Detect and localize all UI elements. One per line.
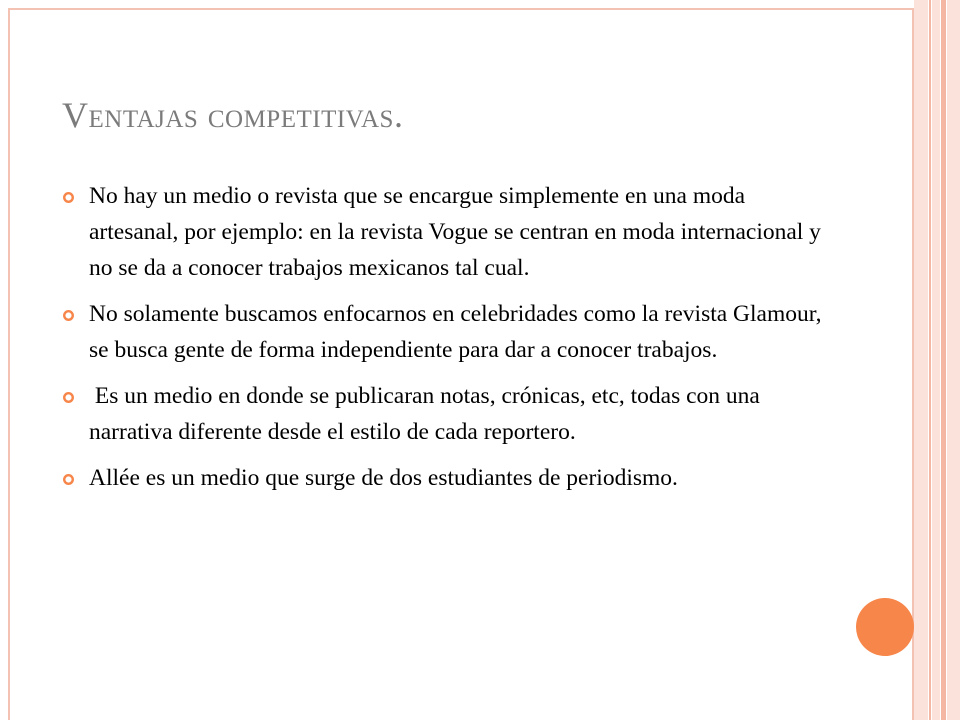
bullet-list: [62, 178, 822, 506]
bullet-text: No solamente buscamos enfocarnos en celebridades como la revista Glamour, se busca gente de forma independiente para dar a conocer trabajos.: [89, 301, 822, 363]
decorative-stripe: [941, 0, 946, 720]
bullet-text: No hay un medio o revista que se encargue simplemente en una moda artesanal, por ejemplo: en la revista Vogue se centran en moda internacional y no se da a conocer trabajos mexicanos tal cual.: [89, 183, 821, 281]
bullet-text: Allée es un medio que surge de dos estudiantes de periodismo.: [89, 465, 678, 491]
ring-bullet-icon: [62, 473, 75, 486]
bullet-item: [62, 460, 822, 496]
ring-bullet-icon: [62, 391, 75, 404]
decorative-stripe: [914, 0, 928, 720]
bullet-item: [62, 178, 822, 286]
bullet-item: [62, 378, 822, 450]
slide-title: Ventajas competitivas.: [62, 95, 404, 135]
bullet-text: Es un medio en donde se publicaran notas, crónicas, etc, todas con una narrativa diferente desde el estilo de cada reportero.: [89, 383, 766, 445]
bullet-item: [62, 296, 822, 368]
ring-bullet-icon: [62, 191, 75, 204]
decorative-stripe: [947, 0, 960, 720]
decorative-stripe: [929, 0, 931, 720]
orange-circle-decoration: [856, 598, 914, 656]
ring-bullet-icon: [62, 309, 75, 322]
decorative-stripe: [932, 0, 940, 720]
